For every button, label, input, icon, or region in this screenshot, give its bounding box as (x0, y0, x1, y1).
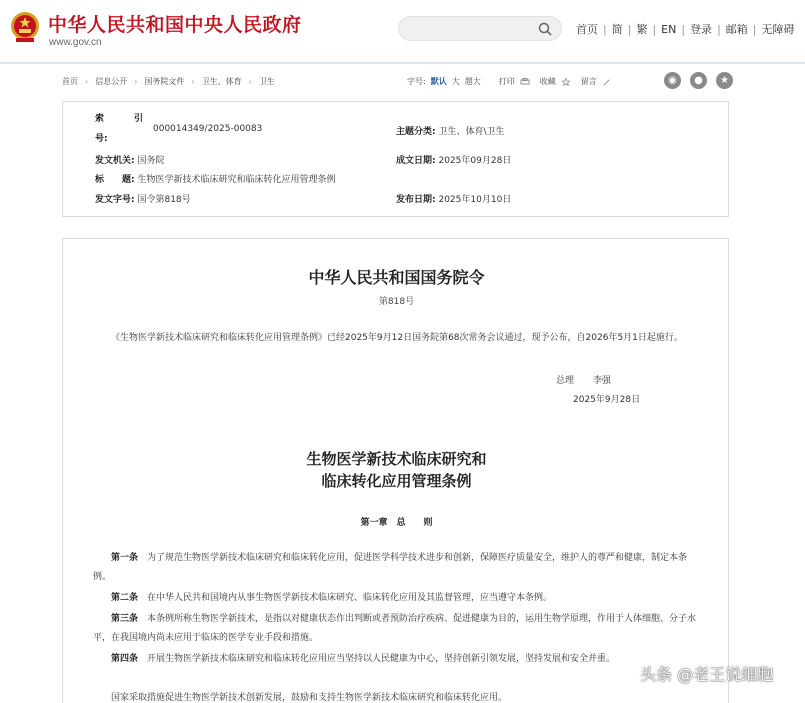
article-number: 第一条 (111, 553, 139, 563)
order-number: 第818号 (378, 297, 415, 307)
nav-mail[interactable]: 邮箱 (725, 23, 748, 36)
index-value: 000014349/2025-00083 (153, 124, 263, 134)
breadcrumb-health[interactable]: 卫生 (258, 77, 275, 86)
topic-label: 主题分类: (396, 127, 436, 137)
docno-label: 发文字号: (95, 195, 135, 205)
nav-traditional[interactable]: 繁 (636, 23, 648, 36)
print-icon[interactable] (520, 78, 530, 86)
favorite-button[interactable]: 收藏 (539, 77, 556, 86)
chevron-right-icon: › (191, 77, 195, 86)
index-row (95, 111, 147, 124)
nav-accessibility[interactable]: 无障碍 (761, 23, 795, 36)
breadcrumb-health-sports[interactable]: 卫生、体育 (201, 77, 242, 86)
font-size-large[interactable]: 大 (451, 77, 460, 86)
top-nav (571, 21, 800, 37)
index-value-row (153, 124, 262, 134)
site-header (0, 0, 805, 62)
site-url: www.gov.cn (49, 37, 102, 48)
docno-row (95, 192, 191, 205)
site-title[interactable]: 中华人民共和国中央人民政府 (48, 14, 302, 36)
star-icon[interactable] (561, 78, 571, 86)
regulation-title-line1: 生物医学新技术临床研究和 (306, 450, 487, 468)
share-buttons (664, 72, 742, 89)
nav-separator: | (681, 22, 686, 36)
issuer-row (95, 153, 165, 166)
document-title: 中华人民共和国国务院令 (308, 268, 485, 287)
national-emblem-icon[interactable] (10, 11, 40, 43)
weibo-icon[interactable]: ◉ (664, 72, 681, 89)
nav-english[interactable]: EN (661, 22, 677, 36)
nav-separator: | (717, 22, 721, 36)
font-size-label: 字号: (407, 77, 426, 86)
article-text: 开展生物医学新技术临床研究和临床转化应用应当坚持以人民健康为中心，坚持创新引领发展，坚持发展和安全并重。 (147, 654, 616, 664)
page-tools (407, 76, 622, 87)
index-label-top: 索 引 (95, 114, 148, 124)
breadcrumb-state-council-docs[interactable]: 国务院文件 (144, 77, 185, 86)
publish-value: 2025年10月10日 (438, 195, 512, 205)
search-icon[interactable] (538, 22, 552, 36)
article-1 (93, 549, 703, 587)
date-value: 2025年09月28日 (438, 156, 512, 166)
topic-value: 卫生、体育\卫生 (438, 127, 505, 137)
breadcrumb-home[interactable]: 首页 (62, 77, 78, 86)
article-text: 本条例所称生物医学新技术，是指以对健康状态作出判断或者预防治疗疾病、促进健康为目的，运用生物学原理，作用于人体细胞、分子水平，在我国境内尚未应用于临床的医学专业手段和措施。 (93, 614, 697, 643)
article-number: 第二条 (111, 593, 139, 603)
issuer-value: 国务院 (137, 156, 165, 166)
comment-button[interactable]: 留言 (580, 77, 597, 86)
chevron-right-icon: › (134, 77, 138, 86)
signature-line (556, 373, 611, 386)
nav-separator: | (752, 22, 757, 36)
breadcrumb (62, 76, 275, 87)
signatory-name: 李强 (592, 376, 611, 386)
font-size-default[interactable]: 默认 (430, 77, 447, 86)
nav-simplified[interactable]: 简 (611, 23, 623, 36)
article-4 (93, 650, 703, 669)
nav-separator: | (652, 22, 657, 36)
search-box[interactable] (398, 16, 562, 41)
pencil-icon[interactable] (602, 78, 612, 86)
nav-home[interactable]: 首页 (576, 23, 598, 36)
docno-value: 国令第818号 (137, 195, 191, 205)
signatory-role: 总理 (556, 376, 575, 386)
favorite-star-icon[interactable]: ★ (716, 72, 733, 89)
signature-date: 2025年9月28日 (573, 395, 641, 405)
intro-paragraph: 《生物医学新技术临床研究和临床转化应用管理条例》已经2025年9月12日国务院第68次常务会议通过，现予公布，自2026年5月1日起施行。 (111, 333, 683, 343)
font-size-xlarge[interactable]: 超大 (464, 77, 481, 86)
article-text: 在中华人民共和国境内从事生物医学新技术临床研究、临床转化应用及其监督管理，应当遵守本条例。 (147, 593, 553, 603)
article-3 (93, 610, 703, 648)
chevron-right-icon: › (248, 77, 252, 86)
watermark: 头条 @老王说细胞 (640, 665, 774, 684)
breadcrumb-info-public[interactable]: 信息公开 (95, 77, 128, 86)
topic-row (396, 124, 505, 137)
chevron-right-icon: › (85, 77, 89, 86)
wechat-icon[interactable]: ● (690, 72, 707, 89)
header-divider (0, 62, 805, 64)
index-row-2 (95, 131, 108, 144)
date-label: 成文日期: (396, 156, 436, 166)
publish-label: 发布日期: (396, 195, 436, 205)
print-button[interactable]: 打印 (498, 77, 515, 86)
article-text: 为了规范生物医学新技术临床研究和临床转化应用，促进医学科学技术进步和创新，保障医疗质量安全，维护人的尊严和健康，制定本条例。 (93, 553, 688, 582)
article-number: 第四条 (111, 654, 139, 664)
chapter-heading: 第一章 总 则 (360, 518, 433, 528)
document-info-box (62, 101, 729, 217)
article-2 (93, 589, 703, 608)
regulation-title-line2: 临床转化应用管理条例 (321, 472, 472, 490)
article-number: 第三条 (111, 614, 139, 624)
nav-login[interactable]: 登录 (690, 23, 713, 36)
search-input[interactable] (409, 21, 529, 37)
document-body (62, 238, 729, 703)
nav-separator: | (603, 22, 607, 36)
publish-row (396, 192, 511, 205)
issuer-label: 发文机关: (95, 156, 135, 166)
breadcrumb-bar (62, 74, 732, 90)
date-row (396, 153, 511, 166)
title-row (95, 172, 336, 185)
nav-separator: | (627, 22, 632, 36)
index-label-bottom: 号: (95, 134, 108, 144)
last-paragraph: 国家采取措施促进生物医学新技术创新发展，鼓励和支持生物医学新技术临床研究和临床转化应用。 (111, 693, 508, 703)
title-label: 标 题: (95, 175, 135, 185)
title-value: 生物医学新技术临床研究和临床转化应用管理条例 (137, 175, 336, 185)
